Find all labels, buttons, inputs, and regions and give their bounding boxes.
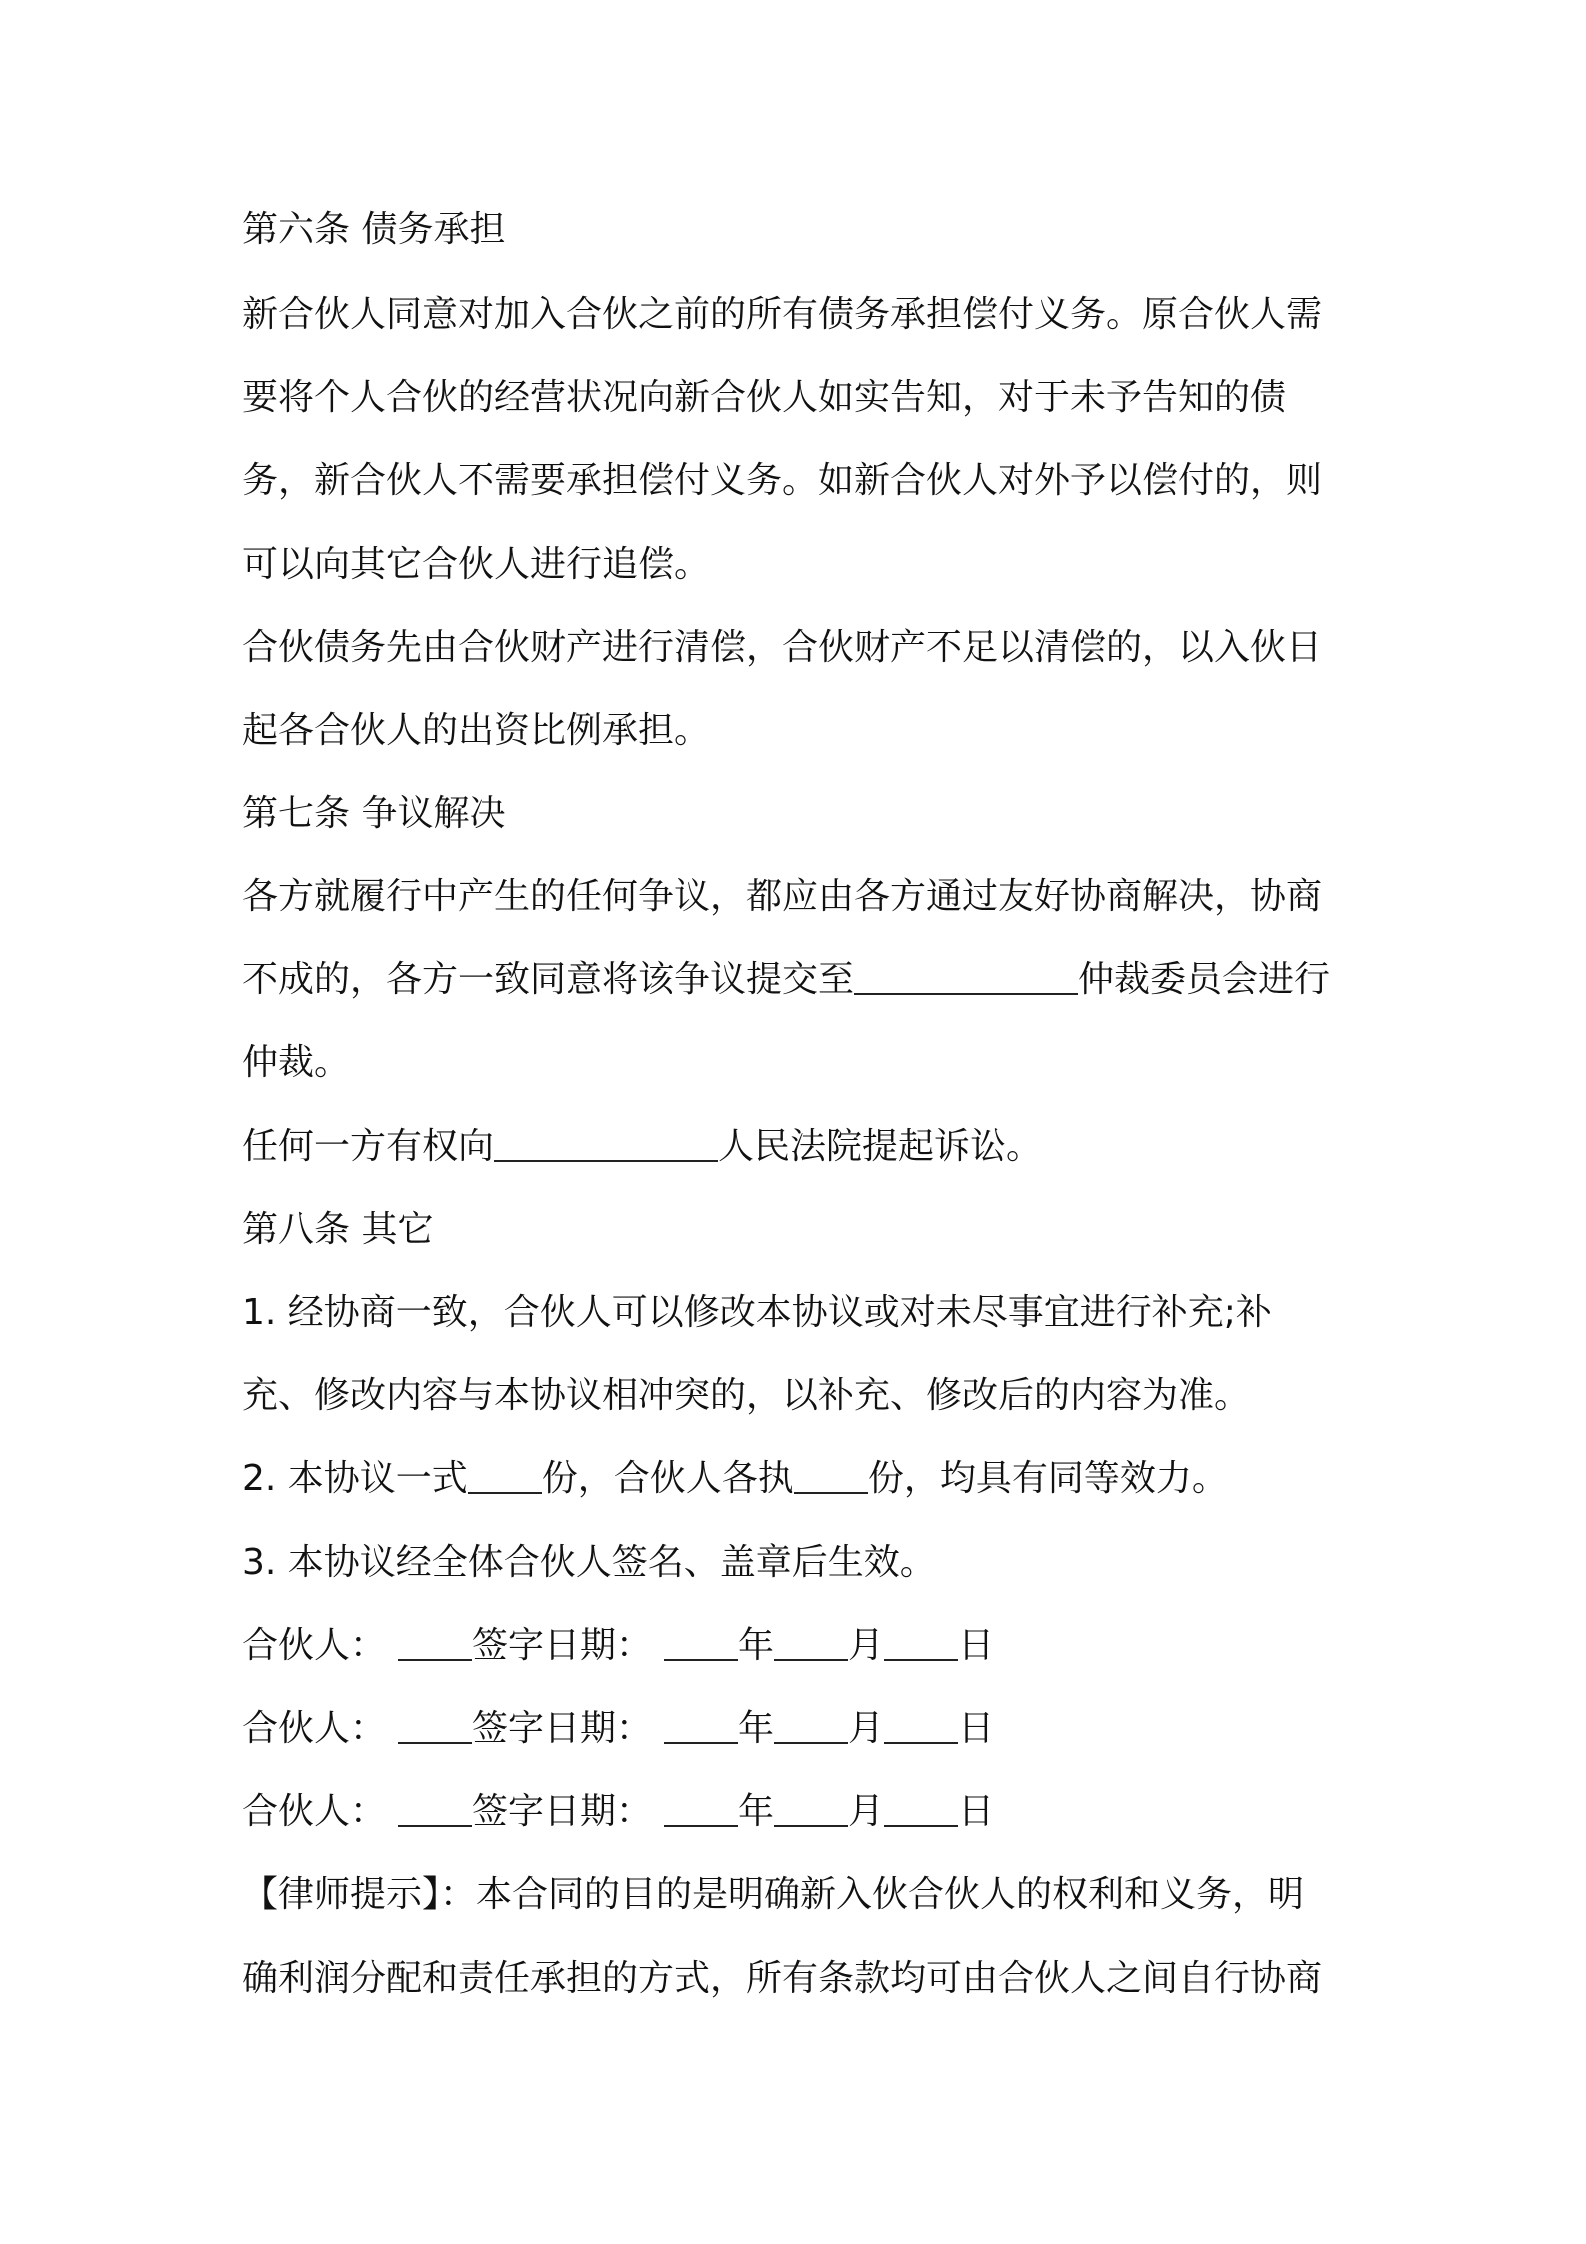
article-8-heading: 第八条 其它 [242,1209,434,1250]
lawyer-tip-line: 【律师提示】：本合同的目的是明确新入伙合伙人的权利和义务，明 [242,1874,1305,1915]
year-blank[interactable] [664,1704,738,1744]
sign-date-label: 签字日期： [472,1708,653,1749]
day-label: 日 [958,1625,995,1666]
year-blank[interactable] [664,1787,738,1827]
copies-each-blank[interactable] [794,1454,868,1494]
article-7-paragraph-1-line: 仲裁。 [242,1042,351,1083]
article-7-paragraph-1-line: 各方就履行中产生的任何争议，都应由各方通过友好协商解决，协商 [242,876,1323,917]
item-2-text-b: 份，合伙人各执 [541,1458,794,1499]
signature-row [242,1704,1362,1754]
article-7-paragraph-2 [242,1122,1362,1172]
year-label: 年 [738,1708,775,1749]
day-blank[interactable] [884,1621,958,1661]
partner-label: 合伙人： [242,1625,387,1666]
article-6-paragraph-1-line: 要将个人合伙的经营状况向新合伙人如实告知，对于未予告知的债 [242,377,1287,418]
month-blank[interactable] [774,1704,848,1744]
article-6-paragraph-2-line: 起各合伙人的出资比例承担。 [242,710,711,751]
month-label: 月 [848,1791,885,1832]
sign-date-label: 签字日期： [472,1791,653,1832]
court-text-after: 人民法院提起诉讼。 [718,1126,1043,1167]
partner-name-blank[interactable] [398,1704,472,1744]
item-2-text-a: 2. 本协议一式 [242,1458,468,1499]
month-label: 月 [848,1708,885,1749]
arbitration-text-after: 仲裁委员会进行 [1078,959,1331,1000]
article-8-item-1-line: 充、修改内容与本协议相冲突的，以补充、修改后的内容为准。 [242,1375,1251,1416]
item-2-text-c: 份，均具有同等效力。 [867,1458,1228,1499]
copies-total-blank[interactable] [468,1454,542,1494]
arbitration-text-before: 不成的，各方一致同意将该争议提交至 [242,959,855,1000]
article-6-heading: 第六条 债务承担 [242,209,506,250]
partner-label: 合伙人： [242,1708,387,1749]
year-label: 年 [738,1625,775,1666]
article-7-heading: 第七条 争议解决 [242,793,506,834]
article-6-paragraph-1-line: 务，新合伙人不需要承担偿付义务。如新合伙人对外予以偿付的，则 [242,460,1323,501]
day-label: 日 [958,1708,995,1749]
arbitration-commission-blank[interactable] [854,955,1078,995]
partner-label: 合伙人： [242,1791,387,1832]
sign-date-label: 签字日期： [472,1625,653,1666]
signature-row [242,1621,1362,1671]
signature-row [242,1787,1362,1837]
article-6-paragraph-2-line: 合伙债务先由合伙财产进行清偿，合伙财产不足以清偿的，以入伙日 [242,627,1323,668]
month-label: 月 [848,1625,885,1666]
day-blank[interactable] [884,1787,958,1827]
day-blank[interactable] [884,1704,958,1744]
month-blank[interactable] [774,1787,848,1827]
article-8-item-2 [242,1454,1362,1504]
article-6-paragraph-1-line: 可以向其它合伙人进行追偿。 [242,544,711,585]
court-name-blank[interactable] [494,1122,718,1162]
article-6-paragraph-1-line: 新合伙人同意对加入合伙之前的所有债务承担偿付义务。原合伙人需 [242,294,1323,335]
day-label: 日 [958,1791,995,1832]
lawyer-tip-line: 确利润分配和责任承担的方式，所有条款均可由合伙人之间自行协商 [242,1958,1323,1999]
court-text-before: 任何一方有权向 [242,1126,495,1167]
article-7-paragraph-1-line [242,955,1362,1005]
month-blank[interactable] [774,1621,848,1661]
article-8-item-1-line: 1. 经协商一致，合伙人可以修改本协议或对未尽事宜进行补充;补 [242,1292,1272,1333]
article-8-item-3: 3. 本协议经全体合伙人签名、盖章后生效。 [242,1542,936,1583]
partner-name-blank[interactable] [398,1787,472,1827]
year-blank[interactable] [664,1621,738,1661]
partner-name-blank[interactable] [398,1621,472,1661]
year-label: 年 [738,1791,775,1832]
